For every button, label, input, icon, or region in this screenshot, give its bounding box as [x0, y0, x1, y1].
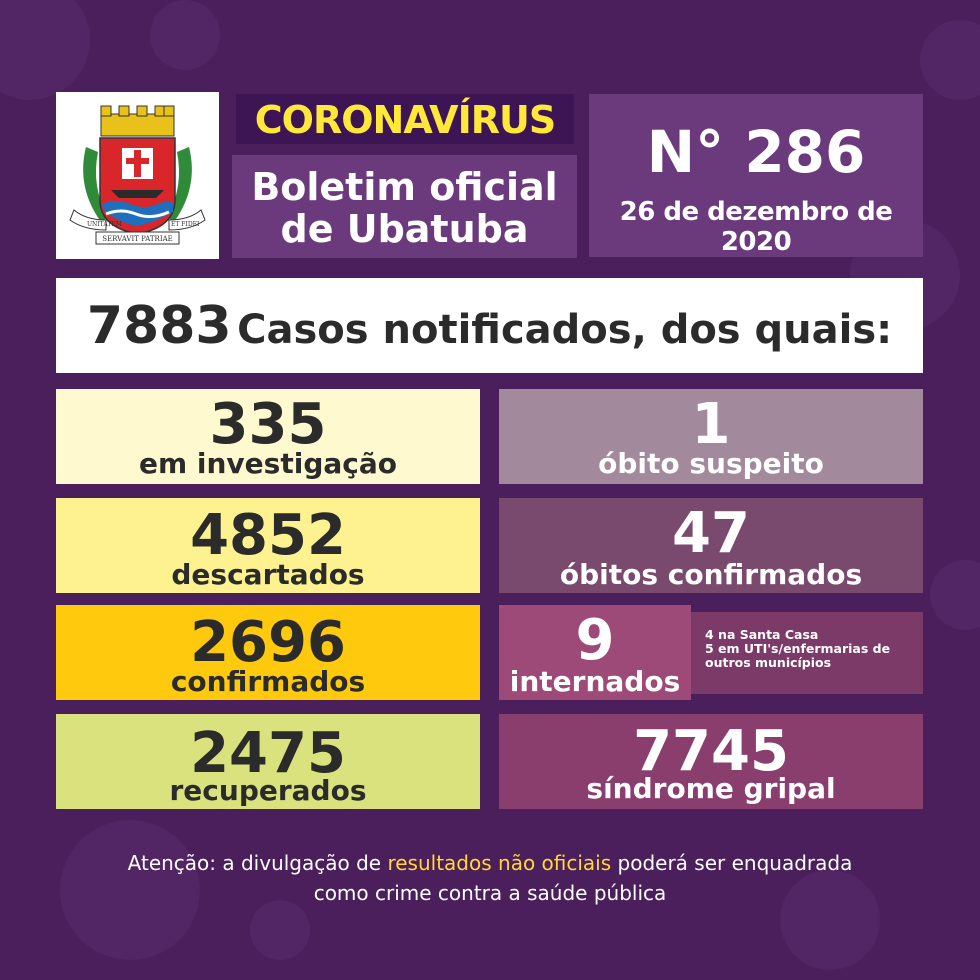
stat-label: em investigação [138, 447, 397, 480]
internados-note-line-1: 4 na Santa Casa [705, 627, 819, 642]
stat-value: 9 [575, 608, 615, 673]
stat-confirmados [56, 605, 480, 700]
virus-decoration-icon [0, 0, 90, 100]
stat-value: 47 [672, 501, 750, 566]
stat-investigacao [56, 389, 480, 484]
internados-note-line-3: outros municípios [705, 655, 832, 670]
bulletin-date: 26 de dezembro de 2020 [619, 197, 893, 257]
subtitle-line-2: de Ubatuba [280, 207, 529, 251]
bulletin-number: N° 286 [646, 118, 866, 186]
footer-suffix: poderá ser enquadrada [611, 851, 853, 875]
total-cases-label: Casos notificados, dos quais: [237, 307, 893, 353]
virus-decoration-icon [930, 560, 980, 630]
stat-value: 2475 [190, 721, 346, 786]
stat-value: 7745 [633, 719, 789, 784]
title-banner [236, 94, 574, 144]
stat-label: óbitos confirmados [559, 558, 863, 591]
footer-warning [0, 848, 980, 908]
stat-value: 2696 [190, 610, 346, 675]
coat-of-arms-icon [56, 92, 219, 259]
stat-label: síndrome gripal [586, 772, 836, 805]
bulletin-number-box [589, 94, 923, 257]
stat-obitos-confirmados [499, 498, 923, 593]
footer-prefix: Atenção: a divulgação de [127, 851, 388, 875]
total-cases-line [56, 296, 923, 356]
footer-line-2: como crime contra a saúde pública [313, 881, 667, 905]
footer-highlight: resultados não oficiais [387, 851, 612, 875]
stat-label: recuperados [169, 774, 367, 807]
stat-internados [499, 605, 691, 700]
footer-line-1 [0, 848, 980, 878]
internados-note-line-2: 5 em UTI's/enfermarias de [705, 641, 891, 656]
stat-label: óbito suspeito [598, 447, 824, 480]
motto-text: SERVAVIT PATRIAE [102, 235, 173, 243]
total-cases-value: 7883 [86, 296, 232, 356]
ribbon-left-text: UNITATEM [87, 221, 122, 228]
city-coat-of-arms [56, 92, 219, 259]
stat-value: 1 [691, 392, 731, 457]
stat-label: internados [509, 665, 681, 698]
stat-label: descartados [171, 558, 365, 591]
virus-decoration-icon [150, 0, 220, 70]
stat-value: 4852 [190, 503, 346, 568]
stat-descartados [56, 498, 480, 593]
stat-recuperados [56, 714, 480, 809]
total-cases-box [56, 278, 923, 373]
stat-sindrome-gripal [499, 714, 923, 809]
ribbon-right-text: ET FIDEI [171, 221, 200, 228]
subtitle-banner [232, 155, 577, 258]
stat-value: 335 [209, 392, 327, 457]
page-title: CORONAVÍRUS [254, 98, 556, 142]
internados-note [705, 628, 920, 670]
virus-decoration-icon [920, 20, 980, 100]
stat-label: confirmados [170, 665, 366, 698]
virus-decoration-icon [250, 900, 310, 960]
subtitle-line-1: Boletim oficial [251, 165, 558, 209]
stat-obito-suspeito [499, 389, 923, 484]
